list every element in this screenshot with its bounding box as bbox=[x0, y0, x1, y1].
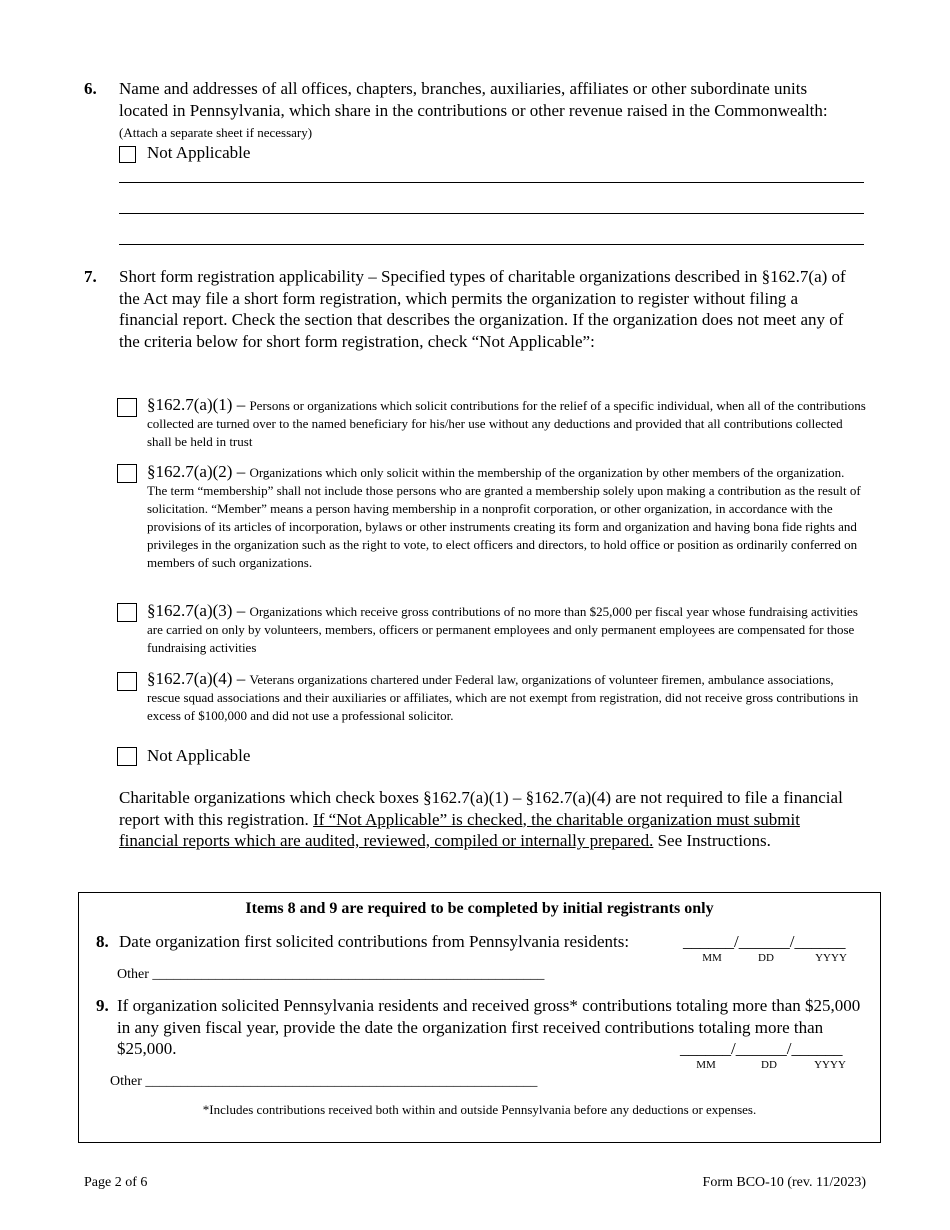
option-162-7-a-4-checkbox[interactable] bbox=[117, 672, 137, 691]
item7-note-underlined: If “Not Applicable” is checked, the charitable organization must submit financial reports which are audited, reviewed, compiled or internally prepared. bbox=[119, 809, 800, 850]
option-162-7-a-2: §162.7(a)(2) – Organizations which only solicit within the membership of the organization by other members of the organization. The term “membership” shall not include those persons who are granted a membership solely upon making a contribution as the result of solicitation. “Member” means a person having membership in a nonprofit corporation, or other organization, in accordance with the provisions of its articles of incorporation, bylaws or other instruments creating its form and organization and having bona fide rights and privileges in the organization such as the right to vote, to elect officers and directors, to hold office or position as ordinarily conferred on members of such organizations. bbox=[147, 462, 861, 570]
item8-dd-label: DD bbox=[758, 952, 774, 964]
item9-text: If organization solicited Pennsylvania residents and received gross* contributions totaling more than $25,000 in any given fiscal year, provide the date the organization first received contributions totaling more than $25,000. bbox=[117, 996, 861, 1058]
item8-text: Date organization first solicited contributions from Pennsylvania residents: bbox=[119, 932, 630, 951]
option-162-7-a-2-checkbox[interactable] bbox=[117, 464, 137, 483]
item7-text: Short form registration applicability – Specified types of charitable organizations described in §162.7(a) of the Act may file a short form registration, which permits the organization to register without filing a financial report. Check the section that describes the organization. If the organization does not meet any of the criteria below for short form registration, check “Not Applicable”: bbox=[119, 267, 846, 351]
box-heading: Items 8 and 9 are required to be completed by initial registrants only bbox=[245, 900, 714, 917]
item7-note: Charitable organizations which check boxes §162.7(a)(1) – §162.7(a)(4) are not required to file a financial report with this registration. If “Not Applicable” is checked, the charitable organization must submit financial reports which are audited, reviewed, compiled or internally prepared. See Instructions. bbox=[119, 788, 843, 850]
item6-text: Name and addresses of all offices, chapters, branches, auxiliaries, affiliates or other subordinate units located in Pennsylvania, which share in the contributions or other revenue raised in the Commonwealth: bbox=[119, 79, 828, 120]
item9-date-field[interactable]: ______/______/______ bbox=[680, 1039, 843, 1058]
item9-yyyy-label: YYYY bbox=[814, 1059, 846, 1071]
item6-answer-line-3[interactable] bbox=[119, 244, 864, 245]
option-code: §162.7(a)(2) bbox=[147, 462, 233, 481]
option-text: Organizations which only solicit within the membership of the organization by other members of the organization. The term “membership” shall not include those persons who are granted a membership solely upon making a contribution as the result of solicitation. “Member” means a person having membership in a nonprofit corporation, or other organization, in accordance with the provisions of its articles of incorporation, bylaws or other instruments creating its form and organization and having bona fide rights and privileges in the organization such as the right to vote, to elect officers and directors, to hold office or position as ordinarily conferred on members of such organizations. bbox=[147, 465, 861, 570]
item6-note: (Attach a separate sheet if necessary) bbox=[119, 125, 313, 140]
item9-dd-label: DD bbox=[761, 1059, 777, 1071]
option-162-7-a-4: §162.7(a)(4) – Veterans organizations chartered under Federal law, organizations of volunteer firemen, ambulance associations, rescue squad associations and their auxiliaries or affiliates, which are not exempt from registration, did not receive gross contributions in excess of $100,000 and did not use a professional solicitor. bbox=[147, 669, 859, 723]
form-identifier: Form BCO-10 (rev. 11/2023) bbox=[702, 1175, 866, 1190]
item6-not-applicable-checkbox[interactable] bbox=[119, 146, 136, 163]
option-162-7-a-3: §162.7(a)(3) – Organizations which receive gross contributions of no more than $25,000 per fiscal year whose fundraising activities are carried on only by volunteers, members, officers or permanent employees and only permanent employees are compensated for those fundraising activities bbox=[147, 601, 858, 655]
item8-date-field[interactable]: ______/______/______ bbox=[683, 932, 846, 951]
item9-other-field[interactable]: Other ________________________________________________________ bbox=[110, 1074, 538, 1089]
option-text: Veterans organizations chartered under Federal law, organizations of volunteer firemen, ambulance associations, rescue squad associations and their auxiliaries or affiliates, which are not exempt from registration, did not receive gross contributions in excess of $100,000 and did not use a professional solicitor. bbox=[147, 672, 859, 723]
item8-mm-label: MM bbox=[702, 952, 722, 964]
option-text: Organizations which receive gross contributions of no more than $25,000 per fiscal year whose fundraising activities are carried on only by volunteers, members, officers or permanent employees and only permanent employees are compensated for those fundraising activities bbox=[147, 604, 858, 655]
page-number: Page 2 of 6 bbox=[84, 1175, 148, 1190]
option-162-7-a-1-checkbox[interactable] bbox=[117, 398, 137, 417]
item7-not-applicable-label: Not Applicable bbox=[147, 746, 251, 765]
item8-number: 8. bbox=[96, 932, 109, 951]
item9-mm-label: MM bbox=[696, 1059, 716, 1071]
item8-yyyy-label: YYYY bbox=[815, 952, 847, 964]
item7-not-applicable-checkbox[interactable] bbox=[117, 747, 137, 766]
item8-other-field[interactable]: Other ________________________________________________________ bbox=[117, 967, 545, 982]
item6-not-applicable-label: Not Applicable bbox=[147, 143, 251, 162]
option-162-7-a-3-checkbox[interactable] bbox=[117, 603, 137, 622]
item6-question bbox=[119, 78, 854, 144]
item6-number: 6. bbox=[84, 79, 97, 98]
option-162-7-a-1: §162.7(a)(1) – Persons or organizations which solicit contributions for the relief of a specific individual, when all of the contributions collected are turned over to the named beneficiary for his/her use without any deductions and provided that all contributions collected shall be held in trust bbox=[147, 395, 866, 449]
item6-answer-line-2[interactable] bbox=[119, 213, 864, 214]
item7-number: 7. bbox=[84, 267, 97, 286]
option-code: §162.7(a)(3) bbox=[147, 601, 233, 620]
option-code: §162.7(a)(1) bbox=[147, 395, 233, 414]
item6-answer-line-1[interactable] bbox=[119, 182, 864, 183]
option-code: §162.7(a)(4) bbox=[147, 669, 233, 688]
gross-contributions-footnote: *Includes contributions received both within and outside Pennsylvania before any deductions or expenses. bbox=[202, 1102, 757, 1117]
option-text: Persons or organizations which solicit contributions for the relief of a specific individual, when all of the contributions collected are turned over to the named beneficiary for his/her use without any deductions and provided that all contributions collected shall be held in trust bbox=[147, 398, 866, 449]
item9-number: 9. bbox=[96, 996, 109, 1015]
